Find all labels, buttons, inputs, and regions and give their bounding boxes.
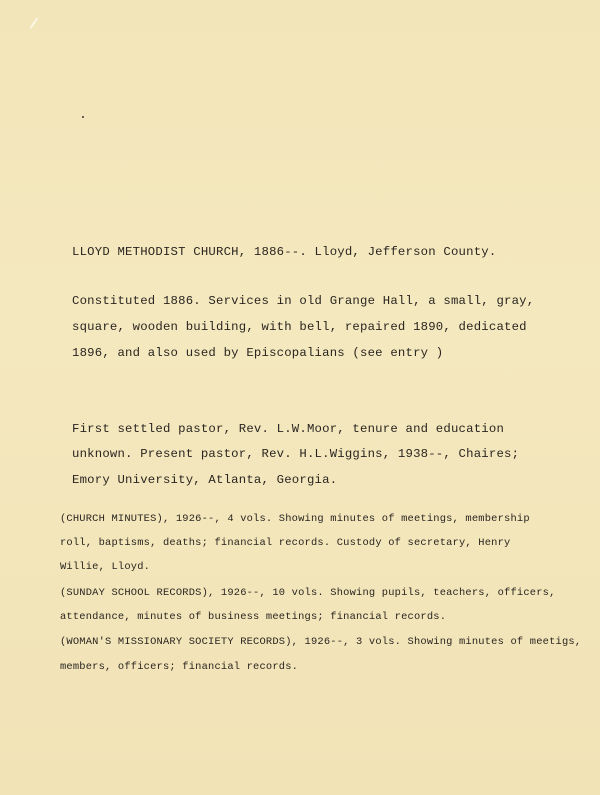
record-line-7: members, officers; financial records. bbox=[60, 661, 299, 673]
record-line-3: Willie, Lloyd. bbox=[60, 561, 151, 573]
pastors-line-2: unknown. Present pastor, Rev. H.L.Wiggins, 1938--, Chaires; bbox=[72, 447, 520, 461]
record-line-4: (SUNDAY SCHOOL RECORDS), 1926--, 10 vols. Showing pupils, teachers, officers, bbox=[60, 587, 556, 599]
history-line-1: Constituted 1886. Services in old Grange Hall, a small, gray, bbox=[72, 294, 535, 308]
pastors-line-3: Emory University, Atlanta, Georgia. bbox=[72, 473, 338, 487]
paper-corner-mark bbox=[30, 18, 39, 29]
history-line-3: 1896, and also used by Episcopalians (see entry ) bbox=[72, 346, 444, 360]
document-heading: LLOYD METHODIST CHURCH, 1886--. Lloyd, Jefferson County. bbox=[72, 245, 497, 259]
history-line-2: square, wooden building, with bell, repaired 1890, dedicated bbox=[72, 320, 527, 334]
ink-dot bbox=[82, 116, 84, 118]
record-line-1: (CHURCH MINUTES), 1926--, 4 vols. Showing minutes of meetings, membership bbox=[60, 513, 530, 525]
pastors-line-1: First settled pastor, Rev. L.W.Moor, tenure and education bbox=[72, 422, 505, 436]
record-line-5: attendance, minutes of business meetings; financial records. bbox=[60, 611, 447, 623]
record-line-2: roll, baptisms, deaths; financial records. Custody of secretary, Henry bbox=[60, 537, 511, 549]
record-line-6: (WOMAN'S MISSIONARY SOCIETY RECORDS), 1926--, 3 vols. Showing minutes of meetigs, bbox=[60, 636, 582, 648]
